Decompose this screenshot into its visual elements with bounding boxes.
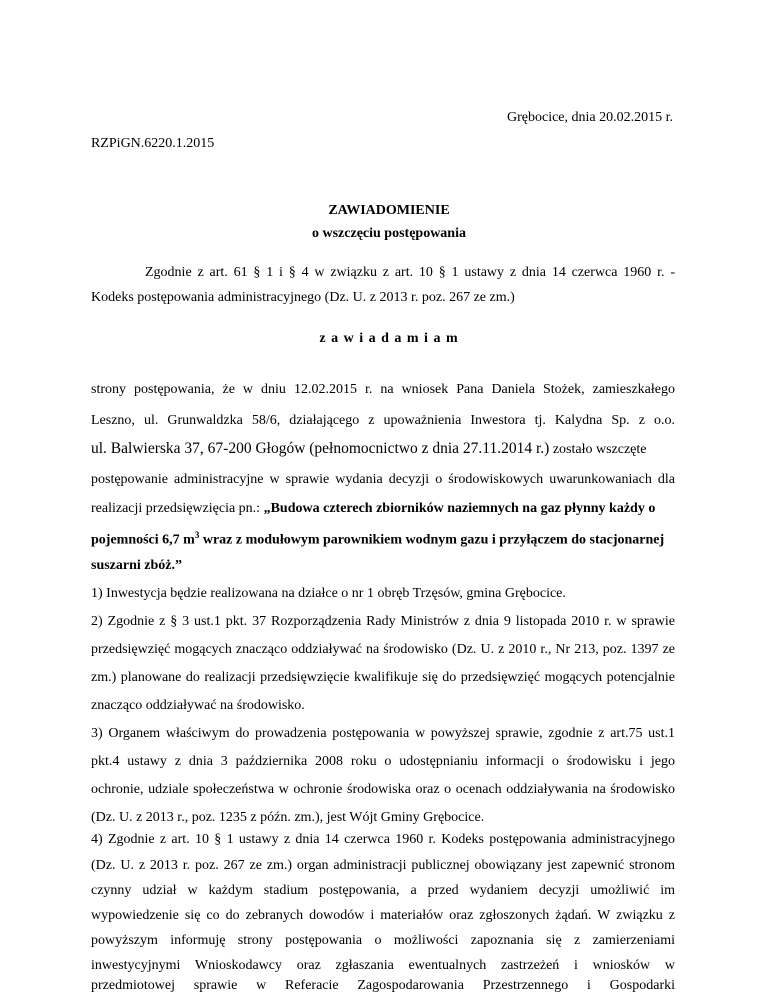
project-name-rest: wraz z modułowym parownikiem wodnym gazu i przyłączem do stacjonarnej [199,532,665,548]
announcement-word: z a w i a d a m i a m [319,331,459,346]
body-line-5-lead: realizacji przedsięwzięcia pn.: [91,501,264,516]
body-line-1: strony postępowania, że w dniu 12.02.2015 r. na wniosek Pana Daniela Stożek, zamieszkałego [91,382,675,397]
point-1: 1) Inwestycja będzie realizowana na działce o nr 1 obręb Trzęsów, gmina Grębocice. [91,586,566,601]
body-line-4: postępowanie administracyjne w sprawie wydania decyzji o środowiskowych uwarunkowaniach dla [91,472,675,487]
point-3-line-2: pkt.4 ustawy z dnia 3 października 2008 roku o udostępnianiu informacji o środowisku i jego [91,754,675,769]
intro-line-1: Zgodnie z art. 61 § 1 i § 4 w związku z art. 10 § 1 ustawy z dnia 14 czerwca 1960 r. - [145,265,675,280]
point-3-line-3: ochronie, udziale społeczeństwa w ochronie środowiska oraz o ocenach oddziaływania na środowisko [91,782,675,797]
point-4-line-6: inwestycyjnymi Wnioskodawcy oraz zgłaszania ewentualnych zastrzeżeń i wniosków w [91,958,675,973]
project-name-part-2 [91,530,664,549]
point-2-line-2: przedsięwzięć mogących znacząco oddziaływać na środowisko (Dz. U. z 2010 r., Nr 213, poz. 1397 ze [91,642,675,657]
point-4-line-4: wypowiedzenie się co do zebranych dowodów i materiałów oraz zgłoszonych żądań. W związku z [91,908,675,923]
point-3-line-4: (Dz. U. z 2013 r., poz. 1235 z późn. zm.), jest Wójt Gminy Grębocice. [91,810,485,825]
intro-line-2: Kodeks postępowania administracyjnego (Dz. U. z 2013 r. poz. 267 ze zm.) [91,290,515,305]
body-line-3-address: ul. Balwierska 37, 67-200 Głogów (pełnomocnictwo z dnia 27.11.2014 r.) [91,440,550,457]
project-name-part-1: „Budowa czterech zbiorników naziemnych na gaz płynny każdy o [263,501,656,516]
body-line-3 [91,440,675,458]
body-line-5 [91,501,675,517]
point-4-line-2: (Dz. U. z 2013 r. poz. 267 ze zm.) organ administracji publicznej obowiązany jest zapewnić stronom [91,858,675,873]
place-date: Grębocice, dnia 20.02.2015 r. [507,110,674,125]
capacity-text: pojemności 6,7 m [91,532,195,548]
point-3-line-1: 3) Organem właściwym do prowadzenia postępowania w powyższej sprawie, zgodnie z art.75 ust.1 [91,726,675,741]
project-name-part-3: suszarni zbóż.” [91,558,182,573]
point-2-line-4: znacząco oddziaływać na środowisko. [91,698,305,713]
body-line-2: Leszno, ul. Grunwaldzka 58/6, działającego z upoważnienia Inwestora tj. Kalydna Sp. z o.o. [91,413,675,428]
document-title: ZAWIADOMIENIE [328,203,450,218]
point-4-line-5: powyższym informuję strony postępowania o możliwości zapoznania się z zamierzeniami [91,933,675,948]
cubic-superscript: 3 [194,530,200,540]
reference-number: RZPiGN.6220.1.2015 [91,136,215,151]
point-4-line-1: 4) Zgodnie z art. 10 § 1 ustawy z dnia 14 czerwca 1960 r. Kodeks postępowania administracyjnego [91,832,675,847]
document-subtitle: o wszczęciu postępowania [312,226,466,241]
body-line-3-tail: zostało wszczęte [549,442,647,457]
point-4-line-7: przedmiotowej sprawie w Referacie Zagospodarowania Przestrzennego i Gospodarki [91,978,675,993]
point-2-line-3: zm.) planowane do realizacji przedsięwzięcie kwalifikuje się do przedsięwzięć mogących potencjalnie [91,670,675,685]
point-2-line-1: 2) Zgodnie z § 3 ust.1 pkt. 37 Rozporządzenia Rady Ministrów z dnia 9 listopada 2010 r. w sprawie [91,614,675,629]
point-4-line-3: czynny udział w każdym stadium postępowania, a przed wydaniem decyzji umożliwić im [91,883,675,898]
